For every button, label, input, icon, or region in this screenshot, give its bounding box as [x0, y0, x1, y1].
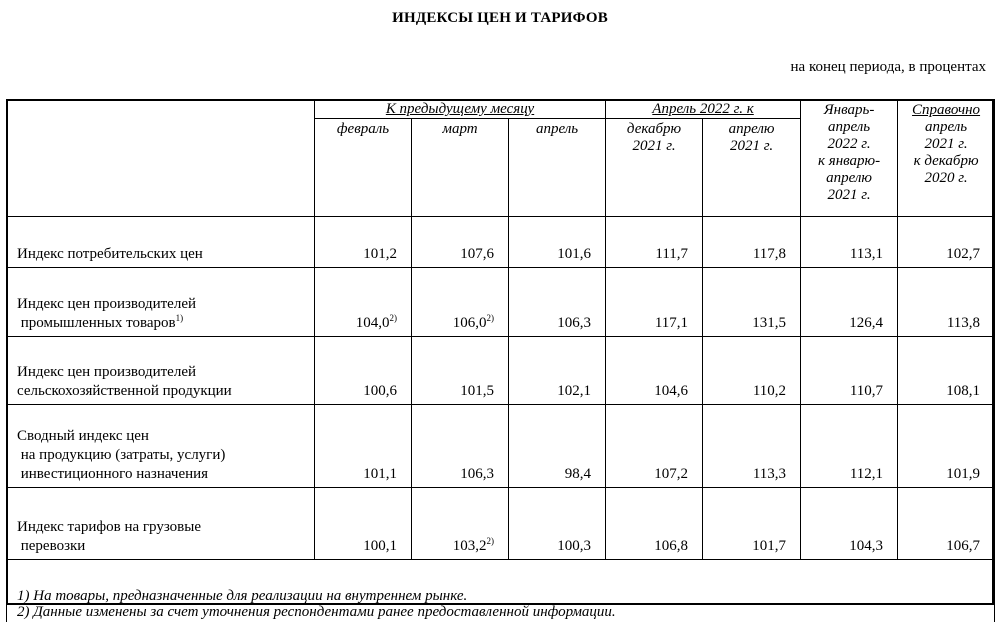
value-cell: 117,8: [703, 217, 801, 268]
value-cell: 106,3: [509, 268, 606, 337]
header-april-month: апрель: [509, 119, 606, 217]
value-cell: 113,1: [801, 217, 898, 268]
value-cell: 110,7: [801, 337, 898, 405]
header-jan-apr: Январь- апрель 2022 г. к январю- апрелю 2021 г.: [801, 100, 898, 217]
header-march: март: [412, 119, 509, 217]
value-cell: 103,2$^{2)}$: [412, 488, 509, 560]
value-cell: 113,3: [703, 405, 801, 488]
value-cell: 106,8: [606, 488, 703, 560]
value-cell: 106,0$^{2)}$: [412, 268, 509, 337]
value-cell: 100,3: [509, 488, 606, 560]
footnote-ref: 2): [487, 313, 495, 323]
value-cell: 126,4: [801, 268, 898, 337]
value-cell: 101,7: [703, 488, 801, 560]
value-cell: 106,3: [412, 405, 509, 488]
value-cell: 101,5: [412, 337, 509, 405]
row-label: Индекс потребительских цен: [7, 217, 315, 268]
value-cell: 110,2: [703, 337, 801, 405]
value-cell: 113,8: [898, 268, 995, 337]
footnote-ref: 2): [390, 313, 398, 323]
value-cell: 112,1: [801, 405, 898, 488]
value-cell: 104,0$^{2)}$: [315, 268, 412, 337]
header-to-december: декабрю 2021 г.: [606, 119, 703, 217]
value-cell: 108,1: [898, 337, 995, 405]
value-cell: 107,6: [412, 217, 509, 268]
value-cell: 101,6: [509, 217, 606, 268]
footnote-ref: 1): [176, 313, 184, 323]
value-cell: 131,5: [703, 268, 801, 337]
value-cell: 117,1: [606, 268, 703, 337]
value-cell: 104,6: [606, 337, 703, 405]
row-label: Индекс цен производителей промышленных товаров$^{1)}$: [7, 268, 315, 337]
units-note: на конец периода, в процентах: [791, 59, 986, 76]
header-group-april: Апрель 2022 г. к: [606, 100, 801, 119]
value-cell: 111,7: [606, 217, 703, 268]
row-label: Индекс тарифов на грузовые перевозки: [7, 488, 315, 560]
value-cell: 101,1: [315, 405, 412, 488]
row-label: Индекс цен производителей сельскохозяйственной продукции: [7, 337, 315, 405]
header-to-april-prev: апрелю 2021 г.: [703, 119, 801, 217]
header-reference: Справочно апрель 2021 г. к декабрю 2020 г.: [898, 100, 995, 217]
value-cell: 100,6: [315, 337, 412, 405]
row-label: Сводный индекс цен на продукцию (затраты, услуги) инвестиционного назначения: [7, 405, 315, 488]
value-cell: 101,2: [315, 217, 412, 268]
value-cell: 102,1: [509, 337, 606, 405]
value-cell: 104,3: [801, 488, 898, 560]
table-frame: [6, 99, 994, 605]
footnote-1: 1) На товары, предназначенные для реализации на внутреннем рынке.: [17, 588, 994, 604]
header-group-prev-month: К предыдущему месяцу: [315, 100, 606, 119]
footnote-ref: 2): [487, 536, 495, 546]
value-cell: 106,7: [898, 488, 995, 560]
value-cell: 100,1: [315, 488, 412, 560]
footnote-2: 2) Данные изменены за счет уточнения респондентами ранее предоставленной информации.: [17, 604, 994, 620]
value-cell: 101,9: [898, 405, 995, 488]
value-cell: 107,2: [606, 405, 703, 488]
header-february: февраль: [315, 119, 412, 217]
value-cell: 98,4: [509, 405, 606, 488]
page-title: ИНДЕКСЫ ЦЕН И ТАРИФОВ: [0, 10, 1000, 27]
value-cell: 102,7: [898, 217, 995, 268]
